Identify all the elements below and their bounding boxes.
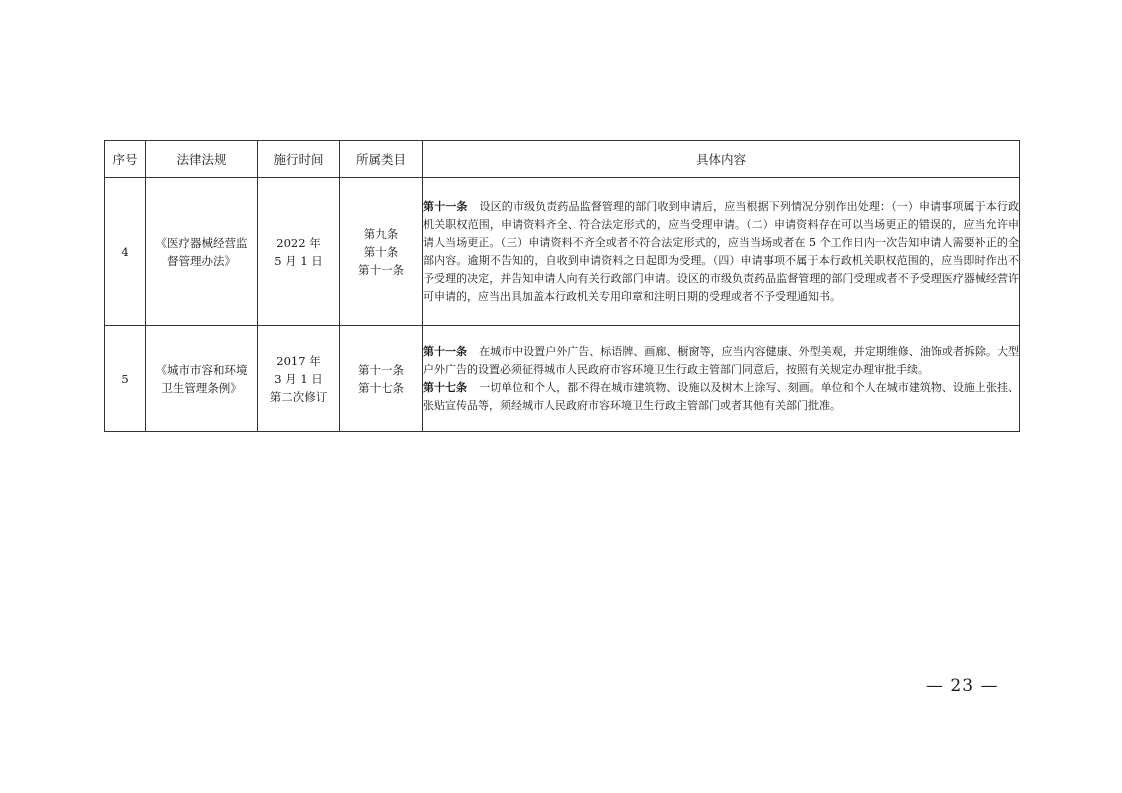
- article-paragraph: [423, 379, 1019, 415]
- article-paragraph: [423, 343, 1019, 379]
- header-category: 所属类目: [340, 141, 423, 178]
- category-line: 第十七条: [358, 380, 404, 395]
- category-line: 第十条: [363, 244, 399, 259]
- article-text: 一切单位和个人，都不得在城市建筑物、设施以及树木上涂写、刻画。单位和个人在城市建筑物、设施上张挂、张贴宣传品等，须经城市人民政府市容环境卫生行政主管部门或者其他有关部门批准。: [423, 380, 1019, 412]
- article-heading: 第十七条: [423, 380, 468, 394]
- article-text: 设区的市级负责药品监督管理的部门收到申请后，应当根据下列情况分别作出处理：（一）申请事项属于本行政机关职权范围，申请资料齐全、符合法定形式的，应当受理申请。（二）申请资料存在可以当场更正的错误的，应当允许申请人当场更正。（三）申请资料不齐全或者不符合法定形式的，应当当场或者在 5 个工作日内一次告知申请人需要补正的全部内容。逾期不告知的，自收到申请资料之日起即为受理。（四）申请事项不属于本行政机关职权范围的，应当即时作出不予受理的决定，并告知申请人向有关行政部门申请。设区的市级负责药品监督管理的部门受理或者不予受理医疗器械经营许可申请的，应当出具加盖本行政机关专用印章和注明日期的受理或者不予受理通知书。: [423, 199, 1019, 303]
- law-name-line: 督管理办法》: [167, 253, 236, 268]
- row-date: [258, 178, 340, 326]
- header-law: 法律法规: [146, 141, 258, 178]
- row-law: [146, 326, 258, 432]
- table-body: [105, 178, 1020, 432]
- page-number: — 23 —: [926, 676, 999, 696]
- row-content: [423, 326, 1020, 432]
- date-line: 5 月 1 日: [274, 253, 323, 268]
- date-line: 2022 年: [276, 235, 321, 250]
- header-content: 具体内容: [423, 141, 1020, 178]
- table-row: [105, 178, 1020, 326]
- law-table: [104, 140, 1020, 432]
- row-law: [146, 178, 258, 326]
- article-heading: 第十一条: [423, 199, 468, 213]
- row-category: [340, 326, 423, 432]
- law-name-line: 卫生管理条例》: [161, 380, 242, 395]
- article-text: 在城市中设置户外广告、标语牌、画廊、橱窗等，应当内容健康、外型美观，并定期维修、油饰或者拆除。大型户外广告的设置必须征得城市人民政府市容环境卫生行政主管部门同意后，按照有关规定办理审批手续。: [423, 344, 1019, 376]
- article-paragraph: [423, 198, 1019, 306]
- date-line: 3 月 1 日: [274, 371, 323, 386]
- article-heading: 第十一条: [423, 344, 468, 358]
- header-date: 施行时间: [258, 141, 340, 178]
- category-line: 第九条: [363, 226, 399, 241]
- row-date: [258, 326, 340, 432]
- category-line: 第十一条: [358, 262, 404, 277]
- row-content: [423, 178, 1020, 326]
- law-name-line: 《医疗器械经营监: [155, 235, 248, 250]
- header-index: 序号: [105, 141, 146, 178]
- law-name-line: 《城市市容和环境: [155, 362, 248, 377]
- header-row: [105, 141, 1020, 178]
- row-index: 5: [105, 326, 146, 432]
- table-header: [105, 141, 1020, 178]
- date-line: 2017 年: [276, 353, 321, 368]
- row-category: [340, 178, 423, 326]
- date-line: 第二次修订: [269, 389, 328, 404]
- category-line: 第十一条: [358, 362, 404, 377]
- row-index: 4: [105, 178, 146, 326]
- table-row: [105, 326, 1020, 432]
